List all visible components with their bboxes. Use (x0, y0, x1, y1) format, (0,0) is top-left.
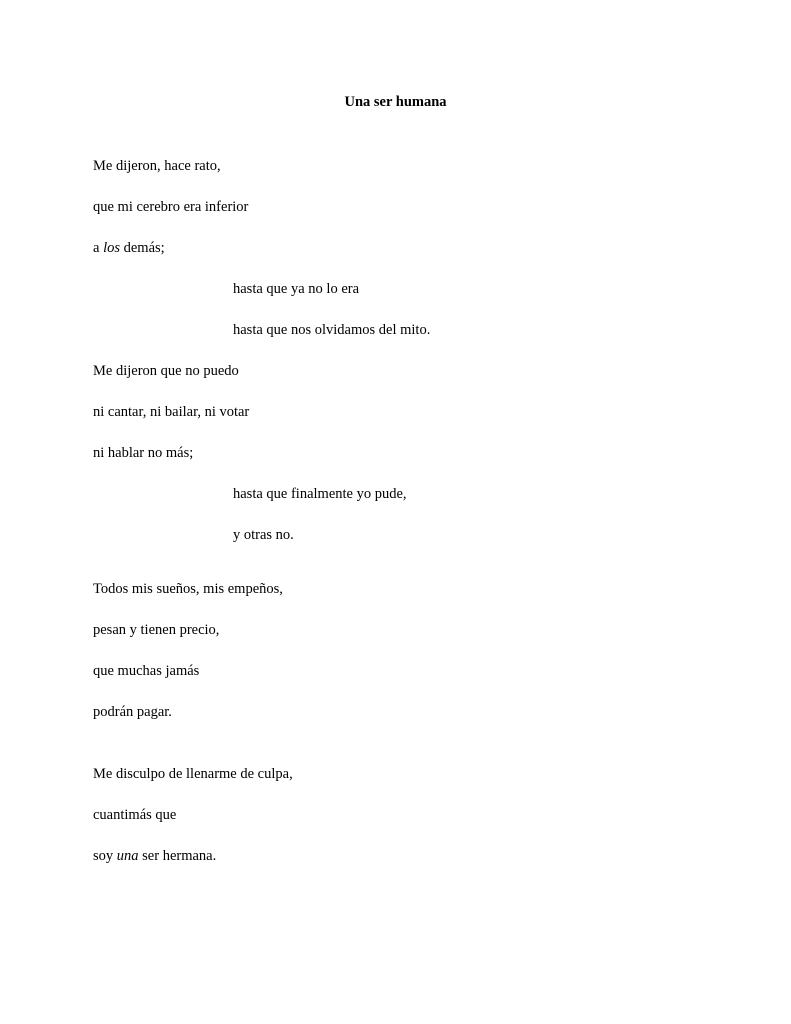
poem-line-indented: hasta que ya no lo era (233, 281, 360, 297)
poem-line: ni cantar, ni bailar, ni votar (93, 404, 250, 420)
poem-line: Me disculpo de llenarme de culpa, (93, 766, 293, 782)
poem-line (93, 846, 216, 866)
poem-line: ni hablar no más; (93, 445, 194, 461)
poem-line-text: a (93, 240, 104, 256)
poem-line-indented: y otras no. (233, 527, 294, 543)
poem-line-text: soy (93, 848, 117, 864)
poem-line-indented: hasta que finalmente yo pude, (233, 486, 407, 502)
poem-line: cuantimás que (93, 807, 177, 823)
italic-word: una (116, 848, 139, 864)
poem-line: pesan y tienen precio, (93, 622, 220, 638)
poem-title: Una ser humana (344, 94, 447, 110)
poem-line (93, 238, 165, 258)
poem-line-indented: hasta que nos olvidamos del mito. (233, 322, 431, 338)
poem-line: Me dijeron que no puedo (93, 363, 239, 379)
poem-line-text: ser hermana. (138, 848, 217, 864)
italic-word: los (103, 240, 120, 256)
poem-line: podrán pagar. (93, 704, 172, 720)
poem-line: Me dijeron, hace rato, (93, 158, 221, 174)
poem-line: que mi cerebro era inferior (93, 199, 249, 215)
poem-line: que muchas jamás (93, 663, 200, 679)
poem-line: Todos mis sueños, mis empeños, (93, 581, 283, 597)
poem-line-text: demás; (119, 240, 165, 256)
